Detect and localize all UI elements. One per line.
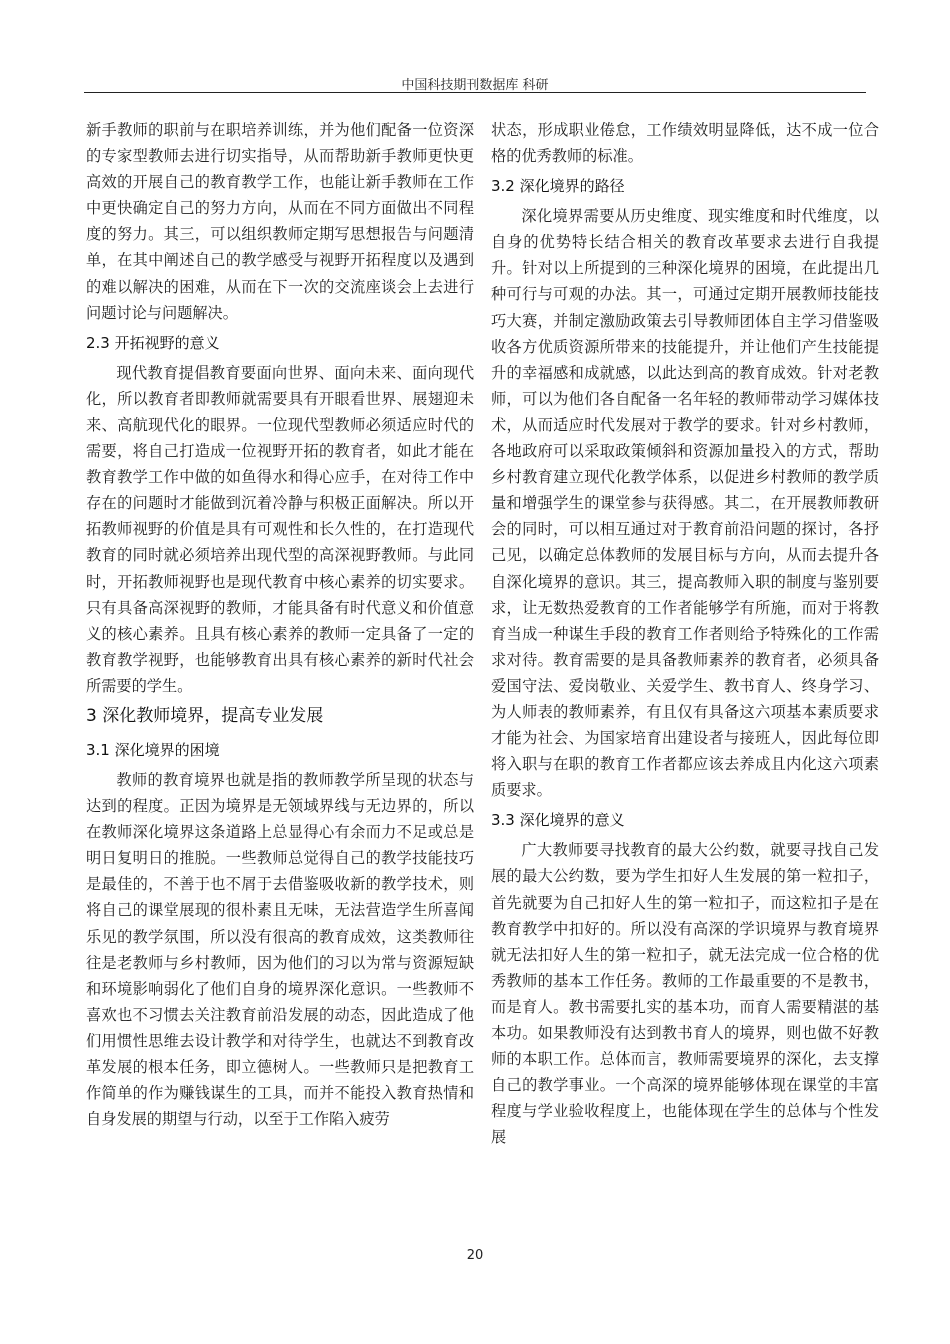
section-heading-3-3: 3.3 深化境界的意义 (491, 811, 625, 830)
page-number: 20 (466, 1248, 484, 1263)
section-heading-3-1: 3.1 深化境界的困境 (86, 740, 220, 759)
paragraph-3-3: 广大教师要寻找教育的最大公约数，就要寻找自己发展的最大公约数，要为学生扣好人生发展的第一粒扣子，首先就要为自己扣好人生的第一粒扣子，而这粒扣子是在教育教学中扣好的。所以没有高深的学识境界与教育境界就无法扣好人生的第一粒扣子，就无法完成一位合格的优秀教师的基本工作任务。教师的工作最重要的不是教书，而是育人。教书需要扎实的基本功，而育人需要精湛的基本功。如果教师没有达到教书育人的境界，则也做不好教师的本职工作。总体而言，教师需要境界的深化，去支撑自己的教学事业。一个高深的境界能够体现在课堂的丰富程度与学业验收程度上，也能体现在学生的总体与个性发展 (491, 841, 879, 1147)
paragraph-3-2: 深化境界需要从历史维度、现实维度和时代维度，以自身的优势特长结合相关的教育改革要求去进行自我提升。针对以上所提到的三种深化境界的困境，在此提出几种可行与可观的办法。其一，可通过定期开展教师技能技巧大赛，并制定激励政策去引导教师团体自主学习借鉴吸收各方优质资源所带来的技能提升，并让他们产生技能提升的幸福感和成就感，以此达到高的教育成效。针对老教师，可以为他们各自配备一名年轻的教师带动学习媒体技术，从而适应时代发展对于教学的要求。针对乡村教师，各地政府可以采取政策倾斜和资源加量投入的方式，帮助乡村教育建立现代化教学体系，以促进乡村教师的教学质量和增强学生的课堂参与获得感。其二，在开展教师教研会的同时，可以相互通过对于教育前沿问题的探讨，各抒己见，以确定总体教师的发展目标与方向，从而去提升各自深化境界的意识。其三，提高教师入职的制度与鉴别要求，让无数热爱教育的工作者能够学有所施，而对于将教育当成一种谋生手段的教育工作者则给予特殊化的工作需求对待。教育需要的是具备教师素养的教育者，必须具备爱国守法、爱岗敬业、关爱学生、教书育人、终身学习、为人师表的教师素养，有且仅有具备这六项基本素质要求才能为社会、为国家培育出建设者与接班人，因此每位即将入职与在职的教育工作者都应该去养成且内化这六项素质要求。 (491, 207, 879, 800)
paragraph-continued-right: 状态，形成职业倦怠，工作绩效明显降低，达不成一位合格的优秀教师的标准。 (491, 121, 879, 166)
paragraph-2-3: 现代教育提倡教育要面向世界、面向未来、面向现代化，所以教育者即教师就需要具有开眼看世界、展翅迎未来、高航现代化的眼界。一位现代型教师必须适应时代的需要，将自己打造成一位视野开拓的教育者，如此才能在教育教学工作中做的如鱼得水和得心应手，在对待工作中存在的问题时才能做到沉着冷静与积极正面解决。所以开拓教师视野的价值是具有可观性和长久性的，在打造现代教育的同时就必须培养出现代型的高深视野教师。与此同时，开拓教师视野也是现代教育中核心素养的切实要求。只有具备高深视野的教师，才能具备有时代意义和价值意义的核心素养。且具有核心素养的教师一定具备了一定的教育教学视野，也能够教育出具有核心素养的新时代社会所需要的学生。 (86, 363, 474, 695)
section-heading-3-2: 3.2 深化境界的路径 (491, 177, 625, 196)
paragraph-continued: 新手教师的职前与在职培养训练，并为他们配备一位资深的专家型教师去进行切实指导，从而帮助新手教师更快更高效的开展自己的教育教学工作，也能让新手教师在工作中更快确定自己的努力方向，从而在不同方面做出不同程度的努力。其三，可以组织教师定期写思想报告与问题清单，在其中阐述自己的教学感受与视野开拓程度以及遇到的难以解决的困难，从而在下一次的交流座谈会上去进行问题讨论与问题解决。 (86, 121, 474, 322)
right-column (491, 117, 879, 1150)
paragraph-3-1: 教师的教育境界也就是指的教师教学所呈现的状态与达到的程度。正因为境界是无领域界线与无边界的，所以在教师深化境界这条道路上总显得心有余而力不足或总是明日复明日的推脱。一些教师总觉得自己的教学技能技巧是最佳的，不善于也不屑于去借鉴吸收新的教学技术，则将自己的课堂展现的很朴素且无味，无法营造学生所喜闻乐见的教学氛围，所以没有很高的教育成效，这类教师往往是老教师与乡村教师，因为他们的习以为常与资源短缺和环境影响弱化了他们自身的境界深化意识。一些教师不喜欢也不习惯去关注教育前沿发展的动态，因此造成了他们用惯性思维去设计教学和对待学生，也就达不到教育改革发展的根本任务，即立德树人。一些教师只是把教育工作简单的作为赚钱谋生的工具，而并不能投入教育热情和自身发展的期望与行动，以至于工作陷入疲劳 (86, 770, 474, 1129)
section-heading-2-3: 2.3 开拓视野的意义 (86, 333, 220, 352)
left-column (86, 117, 474, 1132)
section-heading-3: 3 深化教师境界，提高专业发展 (86, 705, 324, 726)
running-header: 中国科技期刊数据库 科研 (401, 78, 549, 93)
header-rule (84, 92, 866, 93)
